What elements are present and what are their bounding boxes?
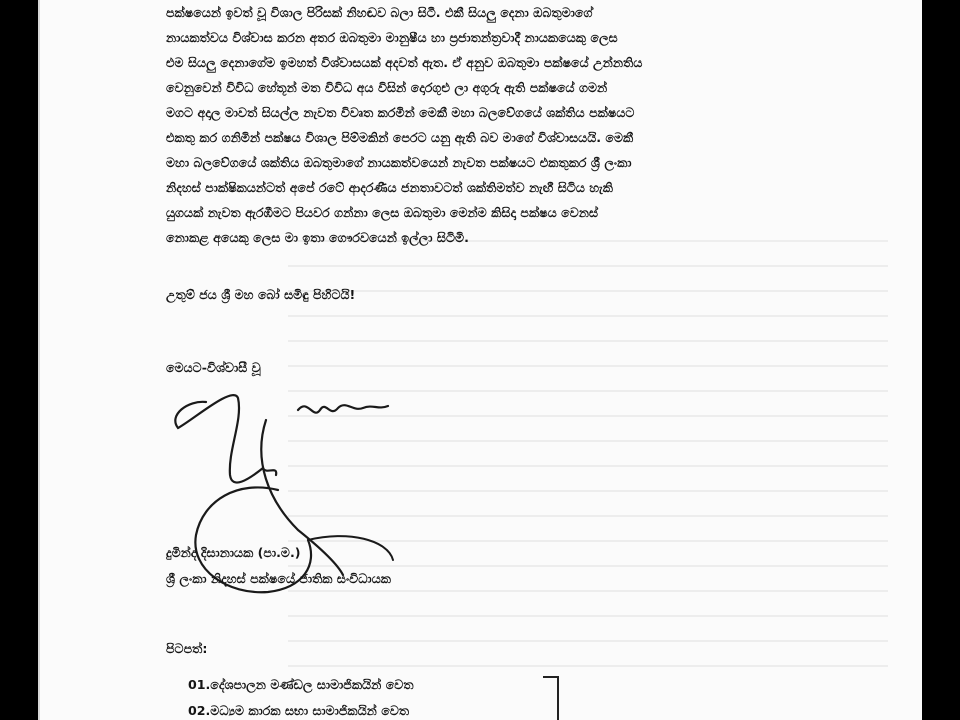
copy-recipient: 02.මධ්‍යම කාරක සභා සාමාජිකයින් වෙත [188, 703, 410, 718]
signatory-role: ශ්‍රී ලංකා නිදහස් පක්ෂයේ ජාතික සංවිධායක [166, 571, 391, 586]
body-line: නොකළ අයෙකු ලෙස මා ඉතා ගෞරවයෙන් ඉල්ලා සිටිමි. [166, 230, 469, 245]
regards-line: මෙයට-විශ්වාසී වූ [166, 360, 261, 375]
recipients-bracket [543, 676, 559, 720]
right-black-border [922, 0, 960, 720]
left-black-border [0, 0, 38, 720]
copy-recipient: 01.දේශපාලන මණ්ඩල සාමාජිකයින් වෙත [188, 677, 414, 692]
page-edge [38, 0, 40, 720]
body-line: වෙනුවෙන් විවිධ හේතූන් මත විවිධ අය විසින් දොරගුළු ලා අගුරු ඇති පක්ෂයේ ගමන් [166, 80, 608, 95]
closing-blessing: උතුම් ජය ශ්‍රී මහ බෝ සමිඳු පිහිටයි! [166, 287, 356, 302]
body-line: මහා බලවේගයේ ශක්තිය ඔබතුමාගේ නායකත්වයෙන් නැවත පක්ෂයට එකතුකර ශ්‍රී ලංකා [166, 155, 632, 170]
body-line: යුගයක් නැවත ඇරඹීමට පියවර ගන්නා ලෙස ඔබතුමා මෙන්ම කිසිදා පක්ෂය වෙනස් [166, 205, 599, 220]
body-line: එම සියලු දෙනාගේම ඉමහත් විශ්වාසයක් අදවත් ඇත. ඒ අනුව ඔබතුමා පක්ෂයේ උන්නතිය [166, 55, 643, 70]
letter-page [38, 0, 922, 720]
letter-body [166, 0, 811, 250]
body-line: මගට අදාල මාවත් සියල්ල නැවත විවෘත කරමින් මෙකී මහා බලවේගයේ ශක්තිය පක්ෂයට [166, 105, 635, 120]
body-line: නායකත්වය විශ්වාස කරන අතර ඔබතුමා මානුෂීය හා ප්‍රජාතන්ත්‍රවාදී නායකයෙකු ලෙස [166, 30, 618, 45]
body-line: පක්ෂයෙන් ඉවත් වූ විශාල පිරිසක් නිහඬව බලා සිටී. එකී සියලු දෙනා ඔබතුමාගේ [166, 5, 593, 20]
copies-heading: පිටපත්: [166, 641, 208, 656]
body-line: නිදහස් පාක්ෂිකයන්ටත් අපේ රටේ ආදරණීය ජනතාවටත් ශක්තිමත්ව නැඟී සිටිය හැකි [166, 180, 613, 195]
signatory-name: දුමින්ද දිසානායක (පා.ම.) [166, 545, 301, 560]
body-line: එකතු කර ගනිමින් පක්ෂය විශාල පිම්මකින් පෙරට යනු ඇති බව මාගේ විශ්වාසයයි. මෙකී [166, 130, 634, 145]
